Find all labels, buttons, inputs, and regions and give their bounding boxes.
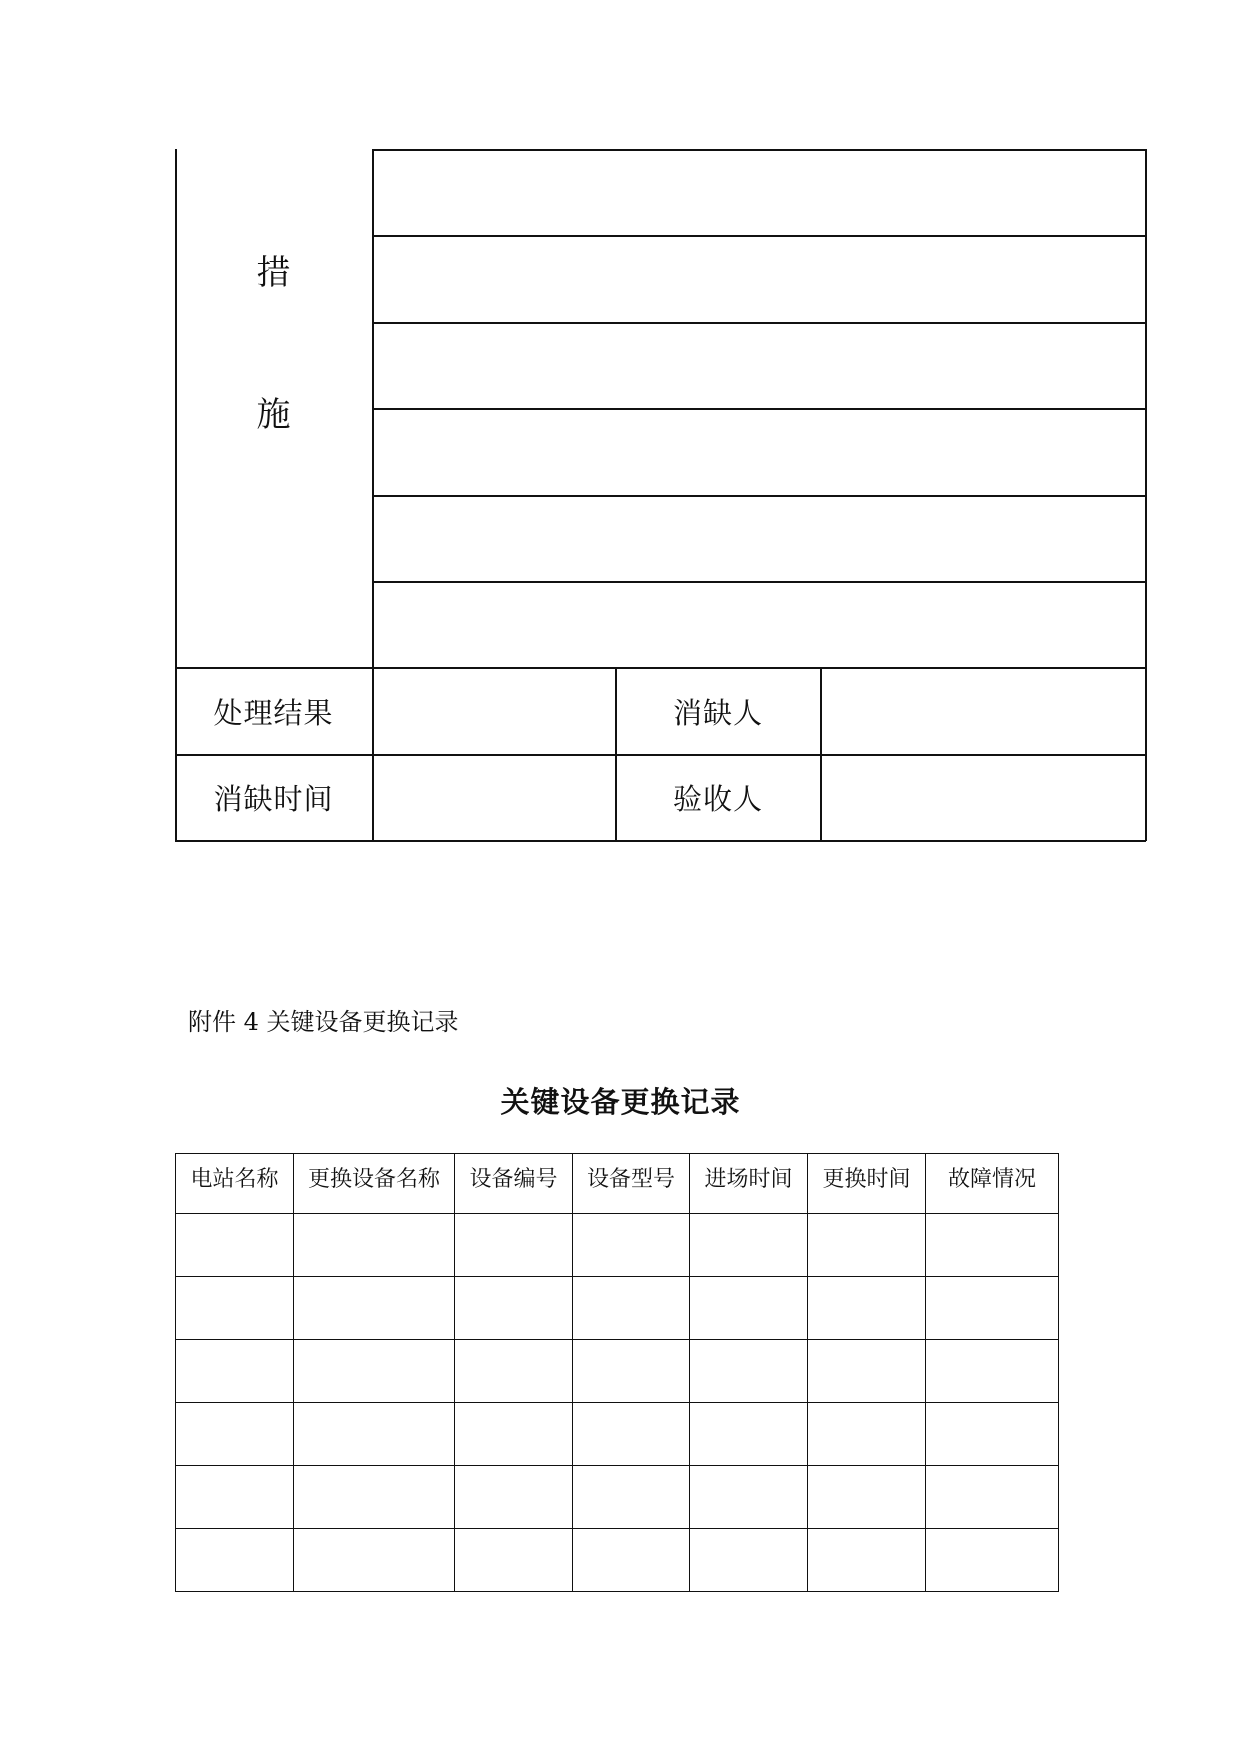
- table-cell: [690, 1466, 808, 1529]
- table-cell: [455, 1466, 573, 1529]
- table-cell: [690, 1214, 808, 1277]
- column-header: 设备型号: [573, 1154, 690, 1214]
- header-row: [176, 1154, 1059, 1214]
- table-row: [176, 1466, 1059, 1529]
- table-cell: [176, 1403, 294, 1466]
- table-cell: [455, 1340, 573, 1403]
- measure-row-divider: [372, 235, 1146, 237]
- table-cell: [176, 1277, 294, 1340]
- table-cell: [573, 1340, 690, 1403]
- table-cell: [808, 1529, 926, 1592]
- table-cell: [690, 1277, 808, 1340]
- annex-caption: 附件 4 关键设备更换记录: [188, 1008, 459, 1036]
- table-cell: [294, 1277, 455, 1340]
- table-cell: [926, 1277, 1059, 1340]
- measure-row-divider: [372, 408, 1146, 410]
- table-row: [176, 1277, 1059, 1340]
- table-cell: [690, 1529, 808, 1592]
- acceptor-label: 验收人: [672, 782, 763, 816]
- result-value: [373, 668, 615, 754]
- table-cell: [176, 1466, 294, 1529]
- table-cell: [455, 1214, 573, 1277]
- table-cell: [294, 1214, 455, 1277]
- measures-table: [175, 149, 1146, 841]
- table-cell: [455, 1277, 573, 1340]
- elimination-time-label: 消缺时间: [213, 782, 334, 816]
- table-row: [176, 1214, 1059, 1277]
- table-cell: [926, 1340, 1059, 1403]
- table-cell: [573, 1529, 690, 1592]
- table-border-bottom: [175, 840, 1146, 842]
- measure-row-divider: [372, 495, 1146, 497]
- table-cell: [690, 1340, 808, 1403]
- measures-label-char: 施: [256, 395, 291, 435]
- table-cell: [294, 1529, 455, 1592]
- measure-row-top: [372, 149, 1146, 151]
- table-cell: [573, 1466, 690, 1529]
- measure-row-divider: [372, 581, 1146, 583]
- column-header: 进场时间: [690, 1154, 808, 1214]
- table-cell: [294, 1403, 455, 1466]
- table-cell: [926, 1466, 1059, 1529]
- table-cell: [176, 1340, 294, 1403]
- table-cell: [573, 1214, 690, 1277]
- table-row: [176, 1340, 1059, 1403]
- column-header: 更换时间: [808, 1154, 926, 1214]
- table-cell: [573, 1277, 690, 1340]
- column-header: 设备编号: [455, 1154, 573, 1214]
- table-cell: [176, 1214, 294, 1277]
- table-cell: [455, 1403, 573, 1466]
- eliminator-value: [821, 668, 1145, 754]
- table-cell: [808, 1340, 926, 1403]
- result-label: 处理结果: [213, 695, 334, 730]
- table-cell: [294, 1340, 455, 1403]
- measure-row-divider: [372, 322, 1146, 324]
- table-cell: [808, 1214, 926, 1277]
- table-cell: [926, 1214, 1059, 1277]
- table-cell: [808, 1466, 926, 1529]
- table-cell: [573, 1403, 690, 1466]
- acceptor-value: [821, 755, 1145, 840]
- column-header: 更换设备名称: [294, 1154, 455, 1214]
- column-header: 故障情况: [926, 1154, 1059, 1214]
- page-title: 关键设备更换记录: [500, 1085, 741, 1119]
- elimination-time-value: [373, 755, 615, 840]
- eliminator-label: 消缺人: [672, 695, 763, 730]
- table-cell: [176, 1529, 294, 1592]
- table-cell: [926, 1403, 1059, 1466]
- measures-label-char: 措: [256, 253, 291, 293]
- table-cell: [808, 1403, 926, 1466]
- table-row: [176, 1529, 1059, 1592]
- table-cell: [808, 1277, 926, 1340]
- table-cell: [690, 1403, 808, 1466]
- column-header: 电站名称: [176, 1154, 294, 1214]
- table-cell: [455, 1529, 573, 1592]
- table-row: [176, 1403, 1059, 1466]
- table-cell: [294, 1466, 455, 1529]
- records-table: [175, 1153, 1059, 1592]
- table-cell: [926, 1529, 1059, 1592]
